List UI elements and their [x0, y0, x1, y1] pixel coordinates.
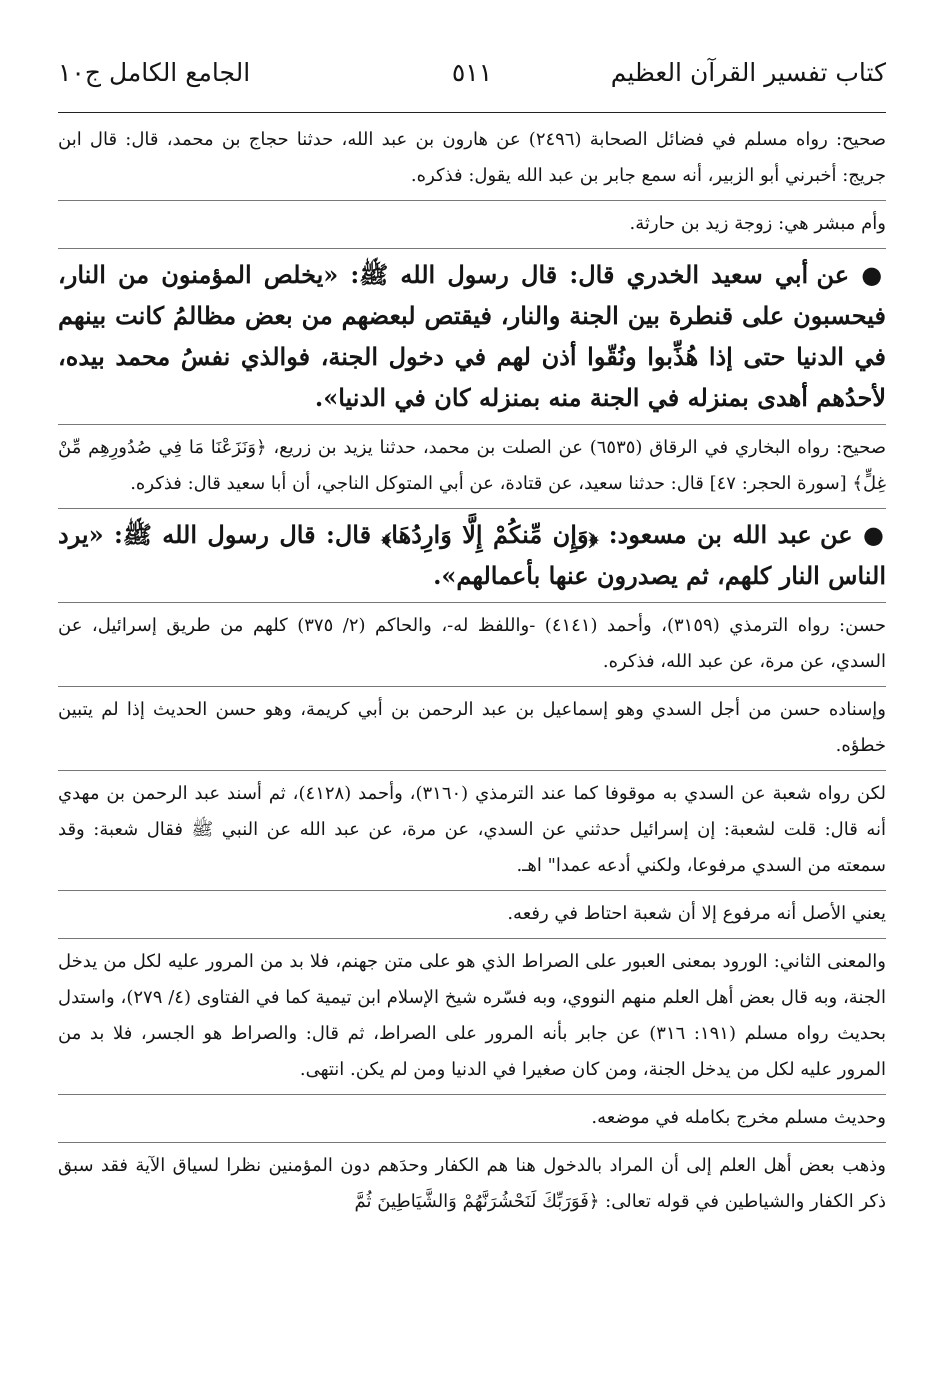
- paragraph-divider: [58, 890, 886, 891]
- commentary-paragraph: وإسناده حسن من أجل السدي وهو إسماعيل بن عبد الرحمن بن أبي كريمة، وهو حسن الحديث إذا لم يتبين خطؤه.: [58, 699, 886, 756]
- commentary-paragraph: لكن رواه شعبة عن السدي به موقوفا كما عند الترمذي (٣١٦٠)، وأحمد (٤١٢٨)، ثم أسند عبد الرحمن بن مهدي أنه قال: قلت لشعبة: إن إسرائيل حدثني عن السدي، عن مرة، عن عبد الله عن النبي ﷺ فقال شعبة: وقد سمعته من السدي مرفوعا، ولكني أدعه عمدا" اهـ.: [58, 783, 886, 876]
- hadith-paragraph: [58, 254, 886, 418]
- paragraph-divider: [58, 1094, 886, 1095]
- commentary-paragraph: والمعنى الثاني: الورود بمعنى العبور على الصراط الذي هو على متن جهنم، فلا بد من المرور عليه لكل من يدخل الجنة، وبه قال بعض أهل العلم منهم النووي، وبه فسّره شيخ الإسلام ابن تيمية كما في الفتاوى (٤/ ٢٧٩)، واستدل بحديث رواه مسلم (١٩١: ٣١٦) عن جابر بأنه المرور على الصراط، ثم قال: والصراط هو الجسر، فلا بد من المرور عليه لكل من يدخل الجنة، ومن كان صغيرا في الدنيا ومن لم يكن. انتهى.: [58, 951, 886, 1080]
- paragraph-divider: [58, 1142, 886, 1143]
- paragraph-divider: [58, 508, 886, 509]
- commentary-paragraph: وحديث مسلم مخرج بكامله في موضعه.: [591, 1107, 886, 1128]
- commentary-paragraph: يعني الأصل أنه مرفوع إلا أن شعبة احتاط في رفعه.: [507, 903, 886, 924]
- takhrij-paragraph: صحيح: رواه مسلم في فضائل الصحابة (٢٤٩٦) عن هارون بن عبد الله، حدثنا حجاج بن محمد، قال: قال ابن جريج: أخبرني أبو الزبير، أنه سمع جابر بن عبد الله يقول: فذكره.: [58, 129, 886, 186]
- running-header: [58, 58, 886, 98]
- paragraph-divider: [58, 686, 886, 687]
- hadith-paragraph: [58, 514, 886, 596]
- header-rule: [58, 112, 886, 113]
- paragraph-divider: [58, 770, 886, 771]
- bullet-icon: ●: [861, 260, 886, 289]
- page-number: ٥١١: [451, 58, 493, 87]
- paragraph-divider: [58, 424, 886, 425]
- commentary-paragraph: وأم مبشر هي: زوجة زيد بن حارثة.: [629, 213, 886, 234]
- commentary-paragraph: وذهب بعض أهل العلم إلى أن المراد بالدخول هنا هم الكفار وحدَهم دون المؤمنين نظرا لسياق الآية فقد سبق ذكر الكفار والشياطين في قوله تعالى: ﴿فَوَرَبِّكَ لَنَحْشُرَنَّهُمْ وَالشَّيَاطِينَ ثُمَّ: [58, 1155, 886, 1212]
- page-body: [58, 122, 886, 1220]
- paragraph-divider: [58, 200, 886, 201]
- volume-label: الجامع الكامل ج١٠: [58, 58, 251, 87]
- paragraph-divider: [58, 602, 886, 603]
- bullet-icon: ●: [863, 520, 887, 549]
- hadith-text: عن أبي سعيد الخدري قال: قال رسول الله ﷺ: «يخلص المؤمنون من النار، فيحسبون على قنطرة بين الجنة والنار، فيقتص لبعضهم من بعض مظالمُ كانت بينهم في الدنيا حتى إذا هُذِّبوا ونُقّوا أذن لهم في دخول الجنة، فوالذي نفسُ محمد بيده، لأحدُهم أهدى بمنزله في الجنة منه بمنزله كان في الدنيا».: [58, 260, 886, 412]
- takhrij-paragraph: صحيح: رواه البخاري في الرقاق (٦٥٣٥) عن الصلت بن محمد، حدثنا يزيد بن زريع، ﴿وَنَزَعْنَا مَا فِي صُدُورِهِم مِّنْ غِلٍّ﴾ [سورة الحجر: ٤٧] قال: حدثنا سعيد، عن قتادة، عن أبي المتوكل الناجي، أن أبا سعيد قال: فذكره.: [58, 437, 886, 494]
- paragraph-divider: [58, 248, 886, 249]
- takhrij-paragraph: حسن: رواه الترمذي (٣١٥٩)، وأحمد (٤١٤١) -واللفظ له-، والحاكم (٢/ ٣٧٥) كلهم من طريق إسرائيل، عن السدي، عن مرة، عن عبد الله، فذكره.: [58, 615, 886, 672]
- paragraph-divider: [58, 938, 886, 939]
- hadith-text: عن عبد الله بن مسعود: ﴿وَإِن مِّنكُمْ إِلَّا وَارِدُهَا﴾ قال: قال رسول الله ﷺ: «يرد الناس النار كلهم، ثم يصدرون عنها بأعمالهم».: [58, 520, 886, 590]
- book-title: كتاب تفسير القرآن العظيم: [610, 58, 886, 87]
